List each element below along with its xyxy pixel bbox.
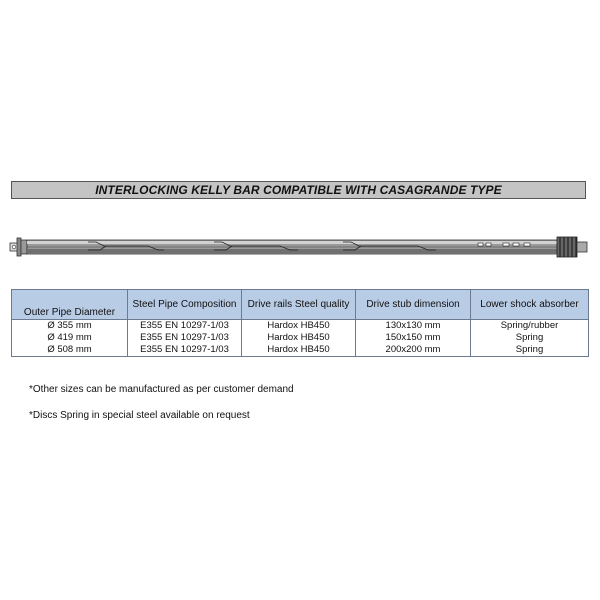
header-drive-rails-steel-quality: Drive rails Steel quality <box>242 290 356 320</box>
top-eye-icon <box>10 238 27 256</box>
cell-stub-dimension: 150x150 mm <box>356 332 471 344</box>
cell-rails-quality: Hardox HB450 <box>242 320 356 333</box>
header-outer-pipe-diameter: Outer Pipe Diameter <box>12 290 128 320</box>
cell-composition: E355 EN 10297-1/03 <box>128 320 242 333</box>
kelly-bar-drawing <box>8 228 592 268</box>
cell-shock-absorber: Spring <box>471 332 589 344</box>
header-steel-pipe-composition: Steel Pipe Composition <box>128 290 242 320</box>
cell-rails-quality: Hardox HB450 <box>242 332 356 344</box>
table-row <box>12 344 589 357</box>
cell-diameter: Ø 355 mm <box>12 320 128 333</box>
spring-icon <box>557 237 577 257</box>
cell-composition: E355 EN 10297-1/03 <box>128 344 242 357</box>
note-discs-spring: *Discs Spring in special steel available on request <box>29 410 250 421</box>
cell-composition: E355 EN 10297-1/03 <box>128 332 242 344</box>
document-title-bar <box>11 181 586 199</box>
cell-shock-absorber: Spring <box>471 344 589 357</box>
document-title: INTERLOCKING KELLY BAR COMPATIBLE WITH CASAGRANDE TYPE <box>95 183 502 197</box>
cell-stub-dimension: 130x130 mm <box>356 320 471 333</box>
drive-stub <box>577 242 587 252</box>
cell-diameter: Ø 508 mm <box>12 344 128 357</box>
header-drive-stub-dimension: Drive stub dimension <box>356 290 471 320</box>
cell-stub-dimension: 200x200 mm <box>356 344 471 357</box>
header-lower-shock-absorber: Lower shock absorber <box>471 290 589 320</box>
table-header-row <box>12 290 589 320</box>
table-row <box>12 320 589 333</box>
cell-diameter: Ø 419 mm <box>12 332 128 344</box>
cell-shock-absorber: Spring/rubber <box>471 320 589 333</box>
table-row <box>12 332 589 344</box>
note-other-sizes: *Other sizes can be manufactured as per customer demand <box>29 384 294 395</box>
spec-table <box>11 289 589 357</box>
cell-rails-quality: Hardox HB450 <box>242 344 356 357</box>
